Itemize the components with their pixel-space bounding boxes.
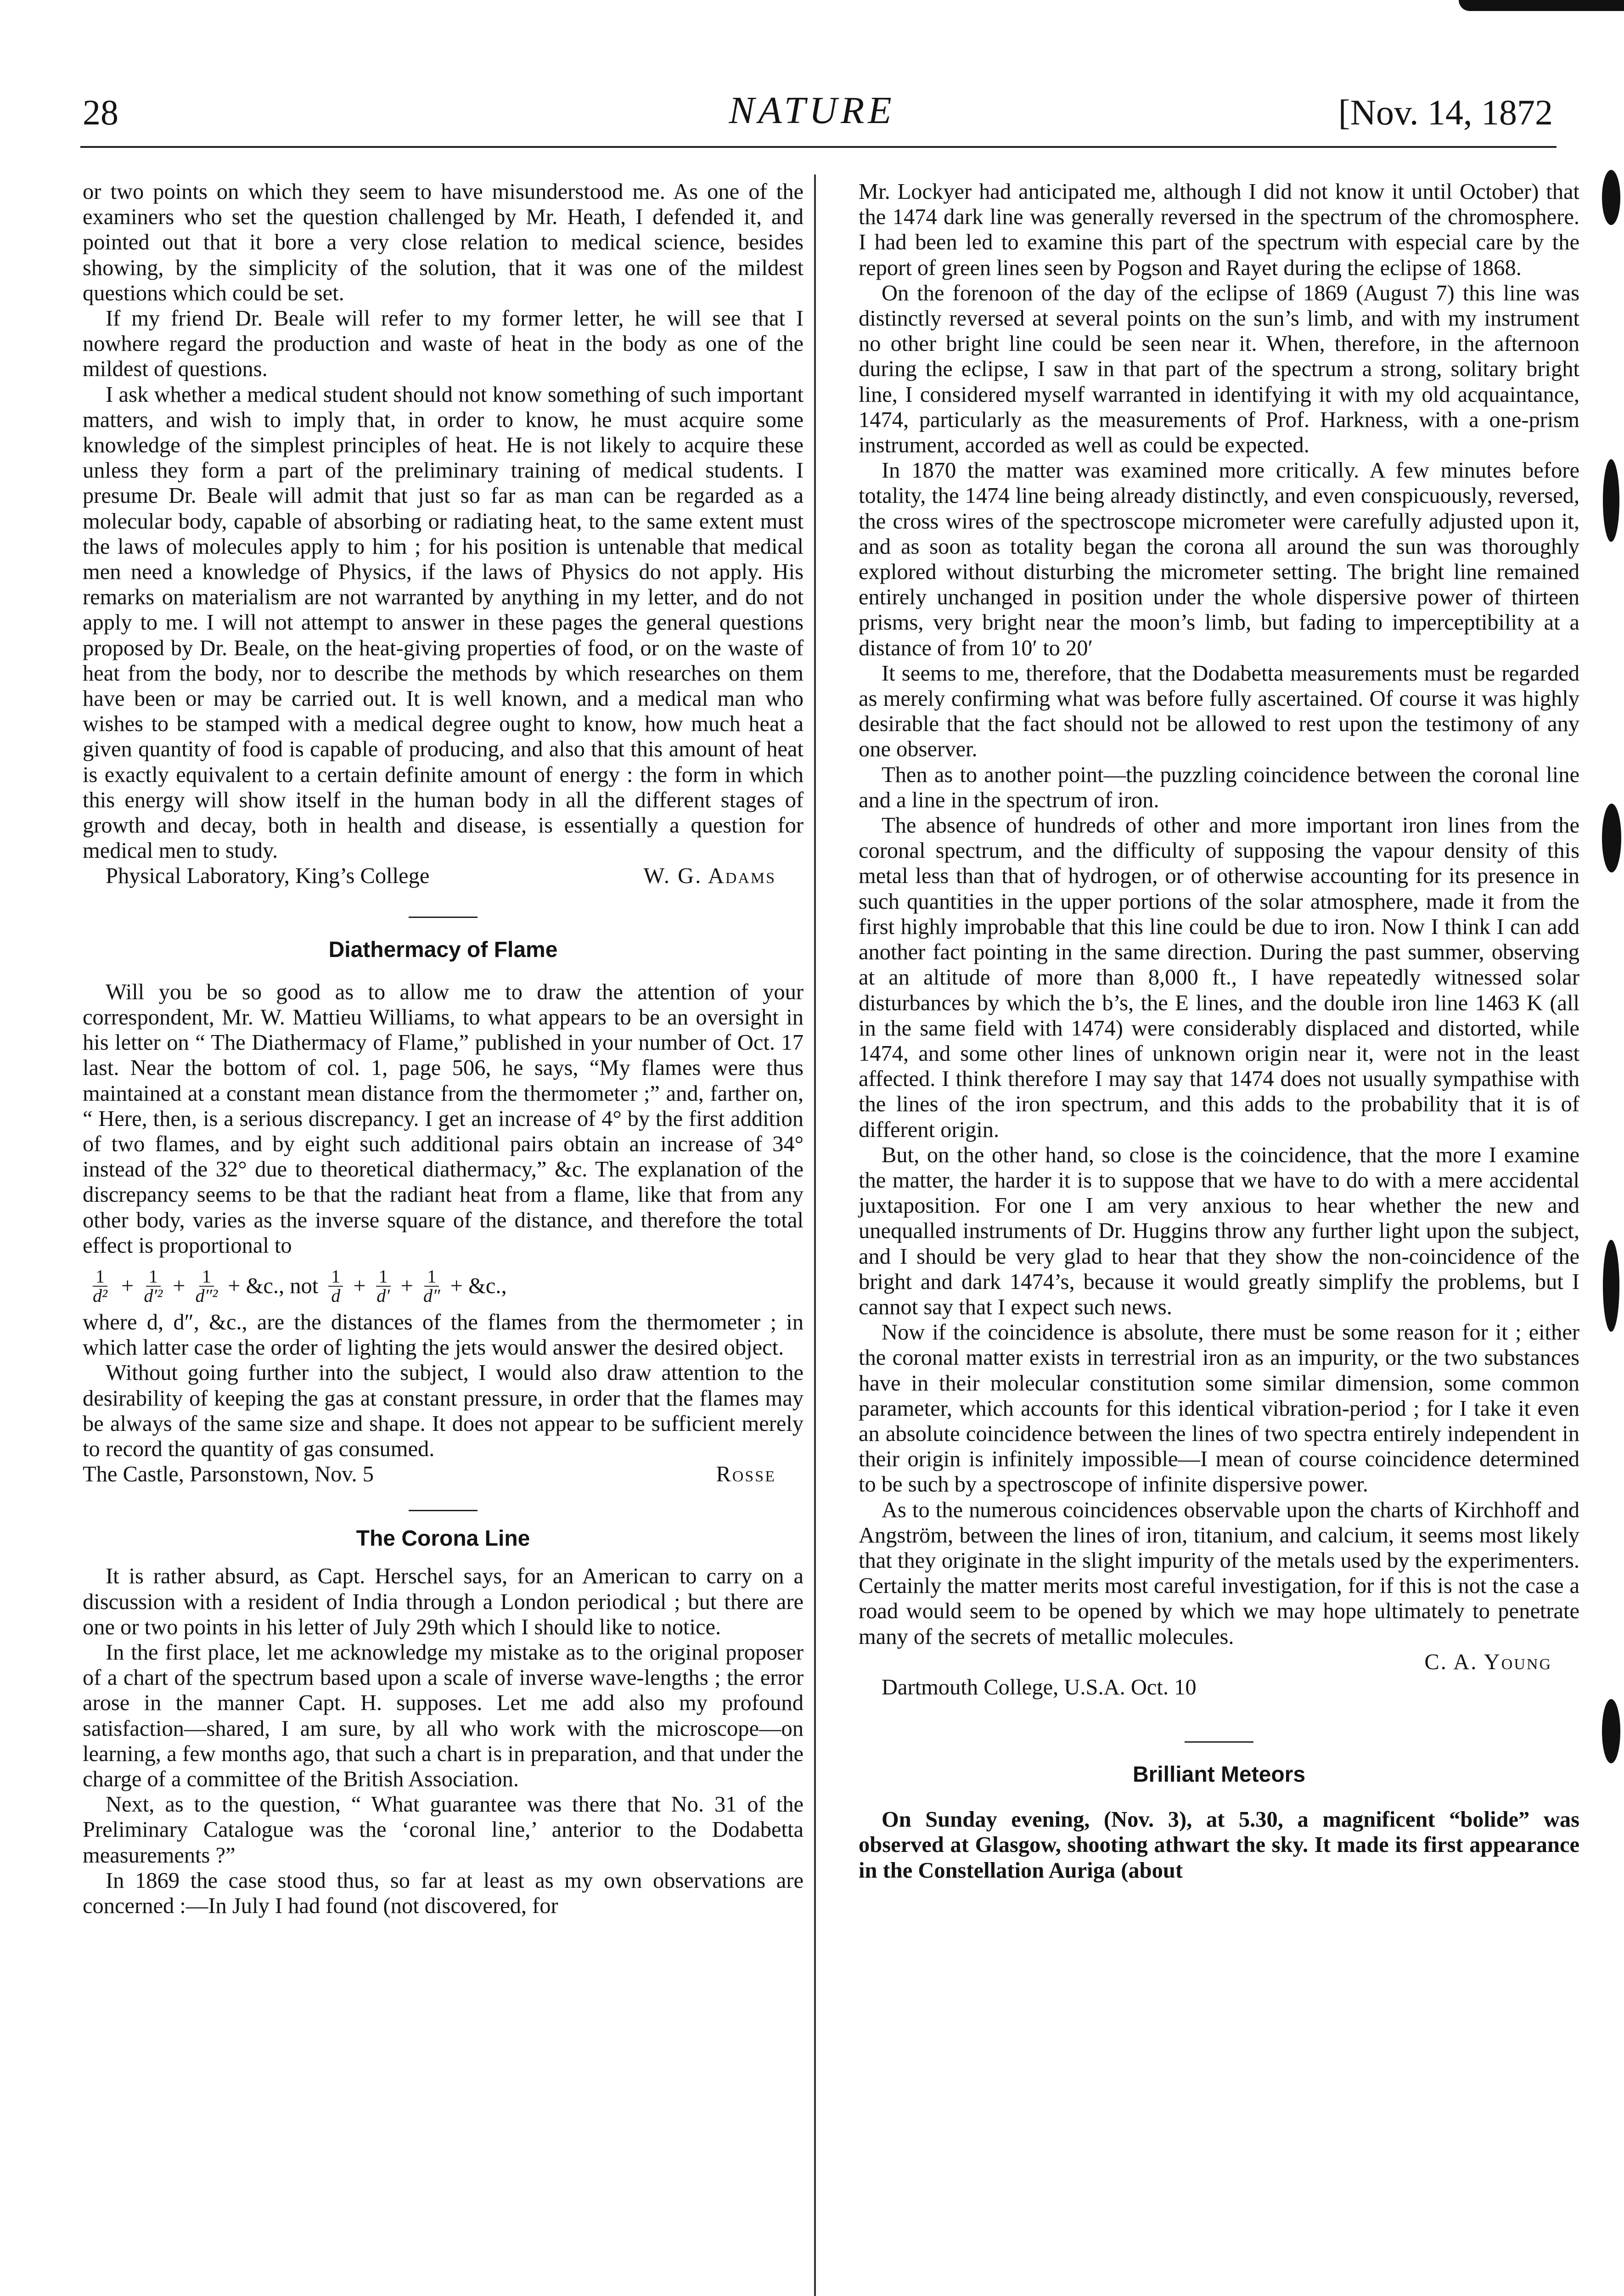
formula-lin-den-2: d′ [376,1285,390,1306]
brilliant-meteors-title: Brilliant Meteors [1132,1762,1306,1787]
corona-paragraph-1: It is rather absurd, as Capt. Herschel says, for an American to carry on a discussion with a resident of India through a London periodical ; but there are one or two points in his letter of July 29th which I should like to notice. [83,1564,804,1639]
meteors-paragraph: On Sunday evening, (Nov. 3), at 5.30, a magnificent “bolide” was observed at Glasgow, shooting athwart the sky. It made its first appearance in the Constellation Auriga (about [859,1807,1579,1883]
corona-line-title: The Corona Line [356,1526,530,1551]
formula-sq-num-1: 1 [93,1267,107,1287]
young-signature-place: Dartmouth College, U.S.A. Oct. 10 [882,1675,1197,1699]
scan-edge-mark [1602,804,1621,872]
formula-sq-num-2: 1 [146,1267,161,1287]
corona-paragraph-11: Now if the coincidence is absolute, there must be some reason for it ; either the coronal matter exists in terrestrial iron as an impurity, or the two substances have in their molecular constitution some similar dimension, some common parameter, which accounts for this identical vibration-period ; for I take it even an absolute coincidence between the lines of two spectra entirely independent in their origin is infinitely impossible—I mean of course coincidence determined to be such by a spectroscope of infinite dispersive power. [859,1320,1579,1497]
diathermacy-paragraph-2: where d, d″, &c., are the distances of the flames from the thermometer ; in which latter case the order of lighting the jets would answer the desired object. [83,1310,804,1360]
corona-paragraph-9: The absence of hundreds of other and more important iron lines from the coronal spectrum, and the difficulty of supposing the vapour density of this metal less than that of hydrogen, or of otherwise accounting for its presence in such quantities in the upper portions of the solar atmosphere, made it from the first highly improbable that this line could be due to iron. Now I think I can add another fact pointing in the same direction. During the past summer, observing at an altitude of more than 8,000 ft., I have repeatedly witnessed solar disturbances by which the b’s, the E lines, and the double iron line 1463 K (all in the same field with 1474) were considerably displaced and distorted, while 1474, and some other lines of unknown origin near it, were not in the least affected. I think therefore I may say that 1474 does not usually sympathise with the lines of the iron spectrum, and this adds to the probability that it is of different origin. [859,813,1579,1142]
diathermacy-paragraph-3: Without going further into the subject, I would also draw attention to the desirability of keeping the gas at constant pressure, in order that the flames may be always of the same size and shape. It does not appear to be sufficient merely to record the quantity of gas consumed. [83,1361,804,1461]
diathermacy-title: Diathermacy of Flame [328,937,558,962]
formula-etc-not: + &c., not [228,1274,319,1299]
corona-paragraph-12: As to the numerous coincidences observable upon the charts of Kirchhoff and Angström, between the lines of iron, titanium, and calcium, it seems most likely that they originate in the slight impurity of the metals used by the experimenters. Certainly the matter merits most careful investigation, for if this is not the case a road would seem to be opened by which we may hope ultimately to penetrate many of the secrets of metallic molecules. [859,1497,1579,1649]
formula-plus: + [173,1274,185,1299]
right-column [859,179,1579,1883]
column-divider [814,174,816,2296]
corona-paragraph-10: But, on the other hand, so close is the coincidence, that the more I examine the matter, the harder it is to suppose that we have to do with a mere accidental juxtaposition. For one I am very anxious to hear whether the new and unequalled instruments of Dr. Huggins throw any further light upon the subject, and I should be very glad to hear that they show the non-coincidence of the bright and dark 1474’s, because it would greatly simplify the problems, but I cannot say that I expect such news. [859,1142,1579,1319]
rosse-signature-name: Rosse [716,1462,776,1487]
journal-title: NATURE [729,89,895,132]
formula-lin-num-3: 1 [424,1267,439,1287]
formula-sq-den-1: d² [93,1285,107,1306]
adams-paragraph-2: If my friend Dr. Beale will refer to my former letter, he will see that I nowhere regard the production and waste of heat in the body as one of the mildest of questions. [83,306,804,382]
corona-paragraph-7: It seems to me, therefore, that the Dodabetta measurements must be regarded as merely confirming what was before fully ascertained. Of course it was highly desirable that the fact should not be allowed to rest upon the testimony of any one observer. [859,661,1579,762]
adams-paragraph-1: or two points on which they seem to have misunderstood me. As one of the examiners who set the question challenged by Mr. Heath, I defended it, and pointed out that it bore a very close relation to medical science, besides showing, by the simplicity of the solution, that it was one of the mildest questions which could be set. [83,180,804,305]
corona-paragraph-3: Next, as to the question, “ What guarantee was there that No. 31 of the Preliminary Catalogue was the ‘coronal line,’ anterior to the Dodabetta measurements ?” [83,1792,804,1868]
adams-signature-name: W. G. Adams [643,864,776,889]
diathermacy-paragraph-1: Will you be so good as to allow me to draw the attention of your correspondent, Mr. W. Mattieu Williams, to what appears to be an oversight in his letter on “ The Diathermacy of Flame,” published in your number of Oct. 17 last. Near the bottom of col. 1, page 506, he says, “My flames were thus maintained at a constant mean distance from the thermometer ;” and, farther on, “ Here, then, is a serious discrepancy. I get an increase of 4° by the first addition of two flames, and by eight such additional pairs obtain an increase of 34° instead of the 32° due to theoretical diathermacy,” &c. The explanation of the discrepancy seems to be that the radiant heat from a flame, like that from any other body, varies as the inverse square of the distance, and therefore the total effect is proportional to [83,979,804,1258]
young-signature [859,1649,1579,1675]
formula-plus: + [400,1274,413,1299]
formula-plus: + [121,1274,134,1299]
adams-paragraph-3: I ask whether a medical student should not know something of such important matters, and wish to imply that, in order to know, he must acquire some knowledge of the simplest principles of heat. He is not likely to acquire these unless they form a part of the preliminary training of medical students. I presume Dr. Beale will admit that just so far as man can be regarded as a molecular body, capable of absorbing or radiating heat, to the same extent must the laws of molecules apply to him ; for his position is untenable that medical men need a knowledge of Physics, if the laws of Physics do not apply. His remarks on materialism are not warranted by anything in my letter, and do not apply to me. I will not attempt to answer in these pages the general questions proposed by Dr. Beale, on the heat-giving properties of food, or on the waste of heat from the body, nor to describe the methods by which researches on them have been or may be carried out. It is well known, and a medical man who wishes to be stamped with a medical degree ought to know, how much heat a given quantity of food is capable of producing, and also that this amount of heat is exactly equivalent to a certain definite amount of energy : the form in which this energy will show itself in the human body in all the different stages of growth and decay, both in health and disease, is essentially a question for medical men to study. [83,382,804,863]
formula-lin-den-3: d″ [423,1285,440,1306]
formula-lin-den-1: d [331,1285,341,1306]
scan-edge-mark [1603,459,1619,542]
young-signature-name: C. A. Young [1424,1649,1552,1674]
inverse-square-formula [83,1267,804,1305]
left-column [83,179,804,1919]
scan-edge-mark [1602,1699,1620,1763]
corona-continued-paragraph: Mr. Lockyer had anticipated me, although I did not know it until October) that the 1474 dark line was generally reversed in the spectrum of the chromosphere. I had been led to examine this part of the spectrum with especial care by the report of green lines seen by Pogson and Rayet during the eclipse of 1868. [859,180,1579,280]
formula-plus: + [353,1274,366,1299]
adams-signature [83,863,804,889]
page-number: 28 [83,92,118,132]
scan-edge-mark [1602,170,1620,225]
scan-edge-mark [1603,1240,1619,1332]
corona-paragraph-8: Then as to another point—the puzzling coincidence between the coronal line and a line in the spectrum of iron. [859,762,1579,812]
formula-lin-num-1: 1 [328,1267,343,1287]
issue-date: [Nov. 14, 1872 [1338,92,1553,132]
formula-sq-den-3: d″² [195,1285,218,1306]
rosse-signature-place: The Castle, Parsonstown, Nov. 5 [83,1462,374,1487]
header-rule [80,146,1557,148]
corona-paragraph-5: On the forenoon of the day of the eclipse of 1869 (August 7) this line was distinctly reversed at several points on the sun’s limb, and with my instrument no other bright line could be seen near it. When, therefore, in the afternoon during the eclipse, I saw in that part of the spectrum a strong, solitary bright line, I considered myself warranted in identifying it with my old acquaintance, 1474, particularly as the measurements of Prof. Harkness, with a one-prism instrument, accorded as well as could be expected. [859,281,1579,458]
formula-etc-end: + &c., [450,1274,507,1299]
formula-lin-num-2: 1 [376,1267,391,1287]
corona-paragraph-4: In 1869 the case stood thus, so far at least as my own observations are concerned :—In July I had found (not discovered, for [83,1868,804,1918]
corona-paragraph-6: In 1870 the matter was examined more critically. A few minutes before totality, the 1474 line being already distinctly, and even conspicuously, reversed, the cross wires of the spectroscope micrometer were carefully adjusted upon it, and as soon as totality began the corona all around the sun was thoroughly explored without disturbing the micrometer setting. The bright line remained entirely unchanged in position under the whole dispersive power of thirteen prisms, very bright near the moon’s limb, but fading to imperceptibility at a distance of from 10′ to 20′ [859,458,1579,660]
corona-paragraph-2: In the first place, let me acknowledge my mistake as to the original proposer of a chart of the spectrum based upon a scale of inverse wave-lengths ; the error arose in the manner Capt. H. supposes. Let me add also my profound satisfaction—shared, I am sure, by all who work with the microscope—on learning, a few months ago, that such a chart is in preparation, and that under the charge of a committee of the British Association. [83,1640,804,1791]
rosse-signature [83,1462,804,1487]
formula-sq-term-1 [86,1267,114,1305]
formula-sq-num-3: 1 [199,1267,214,1287]
formula-sq-den-2: d′² [144,1285,163,1306]
adams-signature-place: Physical Laboratory, King’s College [106,864,430,889]
scan-edge-top-right [1459,0,1624,11]
